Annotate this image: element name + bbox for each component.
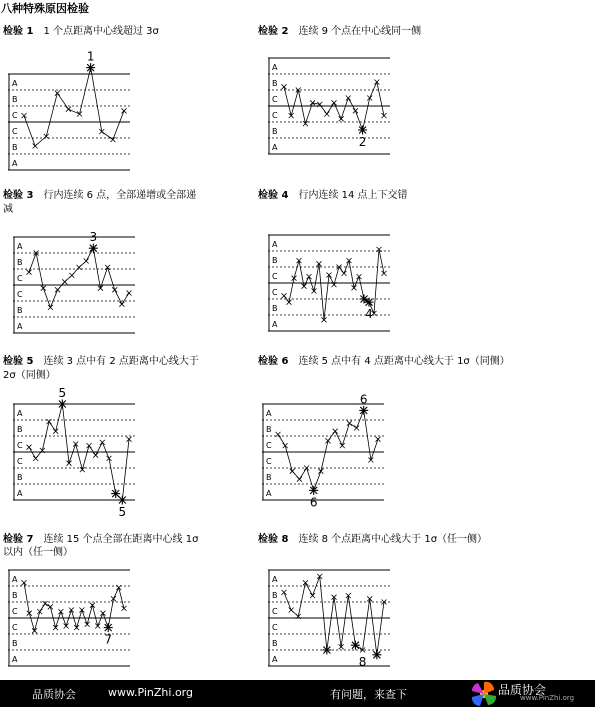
data-point — [53, 429, 58, 434]
data-series-line — [29, 248, 129, 307]
zone-label: C — [266, 457, 272, 466]
rule-mark-label: 1 — [86, 49, 95, 64]
data-point — [64, 624, 69, 629]
flagged-point — [309, 486, 318, 495]
data-point — [32, 628, 37, 633]
data-point — [55, 91, 60, 96]
data-point — [346, 96, 351, 101]
data-point — [282, 293, 287, 298]
control-chart-2 — [268, 58, 390, 154]
zone-label: C — [272, 95, 278, 104]
data-point — [77, 112, 82, 117]
zone-label: A — [17, 489, 23, 498]
data-point — [69, 608, 74, 613]
data-point — [27, 445, 32, 450]
zone-label: B — [17, 306, 23, 315]
rule-7-desc-cont: 以内（任一侧） — [3, 547, 73, 558]
zone-label: C — [12, 127, 18, 136]
zone-label: B — [12, 95, 18, 104]
data-point — [22, 113, 27, 118]
zone-label: A — [12, 159, 18, 168]
data-point — [48, 604, 53, 609]
flagged-point — [86, 63, 95, 72]
data-point — [333, 429, 338, 434]
data-point — [105, 265, 110, 270]
data-point — [84, 259, 89, 264]
zone-label: B — [272, 591, 278, 600]
rule-mark-label: 4 — [365, 307, 373, 322]
zone-label: C — [17, 441, 23, 450]
rule-5-title-row — [3, 352, 199, 367]
flagged-point — [104, 623, 113, 632]
footer-logo-url: www.PinZhi.org — [520, 694, 575, 702]
flagged-point — [372, 650, 381, 659]
zone-label: A — [12, 575, 18, 584]
data-point — [77, 265, 82, 270]
data-point — [353, 108, 358, 113]
zone-label: C — [272, 623, 278, 632]
rule-7-title: 检验 7 — [3, 534, 34, 545]
flagged-point — [351, 641, 360, 650]
zone-label: B — [266, 425, 272, 434]
zone-label: A — [17, 409, 23, 418]
rule-5-desc-cont: 2σ（同侧） — [3, 370, 56, 381]
flagged-point — [322, 646, 331, 655]
data-point — [79, 608, 84, 613]
zone-label: B — [17, 258, 23, 267]
rule-8-title-row — [258, 530, 487, 545]
rule-7-desc: 连续 15 个点全部在距离中心线 1σ — [43, 534, 199, 545]
data-point — [93, 453, 98, 458]
rule-mark-label: 5 — [118, 505, 127, 519]
rule-6-desc: 连续 5 点中有 4 点距离中心线大于 1σ（同侧） — [298, 356, 510, 367]
data-point — [289, 608, 294, 613]
rule-1-desc: 1 个点距离中心线超过 3σ — [43, 26, 159, 37]
zone-label: A — [272, 575, 278, 584]
zone-label: B — [17, 425, 23, 434]
flagged-point — [359, 406, 368, 415]
zone-label: A — [272, 143, 278, 152]
data-point — [85, 622, 90, 627]
data-point — [326, 438, 331, 443]
zone-label: C — [272, 111, 278, 120]
zone-label: B — [12, 143, 18, 152]
rule-2-title: 检验 2 — [258, 26, 289, 37]
data-point — [112, 287, 117, 292]
rule-4-title: 检验 4 — [258, 190, 289, 201]
flagged-point — [358, 126, 367, 135]
zone-label: C — [17, 274, 23, 283]
rule-mark-label: 5 — [58, 386, 67, 400]
page-title: 八种特殊原因检验 — [1, 2, 89, 15]
data-point — [297, 477, 302, 482]
zone-label: B — [272, 639, 278, 648]
rule-mark-label: 6 — [359, 392, 368, 407]
footer-org-name: 品质协会 — [32, 688, 76, 701]
rule-2-desc: 连续 9 个点在中心线同一侧 — [298, 26, 422, 37]
data-point — [37, 609, 42, 614]
data-point — [332, 100, 337, 105]
flagged-point — [365, 298, 374, 307]
zone-label: B — [12, 639, 18, 648]
control-chart-8 — [268, 570, 390, 669]
rule-mark-label: 6 — [309, 495, 318, 510]
data-point — [44, 134, 49, 139]
data-series-line — [24, 583, 124, 631]
data-point — [33, 456, 38, 461]
data-point — [283, 443, 288, 448]
zone-label: A — [266, 489, 272, 498]
data-point — [310, 593, 315, 598]
data-point — [324, 112, 329, 117]
rule-mark-label: 2 — [358, 135, 367, 149]
zone-label: C — [12, 111, 18, 120]
control-chart-3 — [13, 230, 135, 333]
zone-label: C — [272, 272, 278, 281]
data-point — [354, 426, 359, 431]
rule-6-title-row — [258, 352, 510, 367]
zone-label: B — [272, 304, 278, 313]
flagged-point — [89, 244, 98, 253]
data-point — [282, 590, 287, 595]
rule-4-desc: 行内连续 14 点上下交错 — [298, 190, 408, 201]
control-chart-5 — [13, 386, 135, 519]
footer-logo-text: 品质协会 — [498, 683, 547, 697]
zone-label: B — [272, 256, 278, 265]
rule-6-title: 检验 6 — [258, 356, 289, 367]
rule-mark-label: 8 — [358, 655, 367, 669]
data-point — [340, 443, 345, 448]
rule-mark-label: 3 — [89, 230, 98, 245]
control-chart-7 — [8, 570, 130, 666]
zone-label: A — [12, 79, 18, 88]
data-point — [48, 305, 53, 310]
rule-3-title: 检验 3 — [3, 190, 34, 201]
rule-2-title-row — [258, 22, 421, 37]
rule-mark-label: 7 — [104, 632, 113, 647]
rule-3-title-row — [3, 186, 196, 201]
data-point — [122, 108, 127, 113]
zone-label: C — [17, 290, 23, 299]
data-point — [27, 270, 32, 275]
zone-label: B — [272, 127, 278, 136]
zone-label: C — [266, 441, 272, 450]
data-point — [100, 611, 105, 616]
data-point — [318, 469, 323, 474]
data-point — [289, 113, 294, 118]
rule-4-title-row — [258, 186, 408, 201]
footer-bar — [0, 680, 595, 707]
data-series-line — [24, 68, 124, 146]
rule-1-title-row — [3, 22, 159, 37]
zone-label: C — [17, 457, 23, 466]
data-point — [127, 291, 132, 296]
zone-label: A — [272, 320, 278, 329]
zone-label: A — [17, 322, 23, 331]
data-point — [122, 606, 127, 611]
data-point — [62, 279, 67, 284]
data-point — [282, 84, 287, 89]
rule-3-desc-cont: 减 — [3, 204, 13, 215]
rule-5-title: 检验 5 — [3, 356, 34, 367]
zone-label: B — [12, 591, 18, 600]
data-point — [95, 624, 100, 629]
rule-1-title: 检验 1 — [3, 26, 34, 37]
data-point — [90, 603, 95, 608]
rule-3-desc: 行内连续 6 点，全部递增或全部递 — [43, 190, 197, 201]
data-point — [53, 625, 58, 630]
data-point — [304, 466, 309, 471]
data-point — [100, 440, 105, 445]
data-series-line — [278, 410, 378, 490]
data-point — [66, 107, 71, 112]
zone-label: A — [272, 63, 278, 72]
rule-8-desc: 连续 8 个点距离中心线大于 1σ（任一侧） — [298, 534, 488, 545]
data-point — [73, 442, 78, 447]
data-point — [290, 469, 295, 474]
zone-label: A — [266, 409, 272, 418]
zone-label: B — [17, 473, 23, 482]
data-point — [347, 421, 352, 426]
zone-label: C — [272, 607, 278, 616]
data-point — [116, 585, 121, 590]
data-point — [58, 609, 63, 614]
zone-label: C — [272, 288, 278, 297]
data-point — [119, 302, 124, 307]
zone-label: A — [272, 655, 278, 664]
zone-label: C — [12, 623, 18, 632]
data-point — [339, 116, 344, 121]
zone-label: B — [266, 473, 272, 482]
data-point — [69, 273, 74, 278]
data-point — [55, 287, 60, 292]
data-point — [74, 625, 79, 630]
zone-label: A — [12, 655, 18, 664]
data-point — [87, 443, 92, 448]
data-point — [376, 437, 381, 442]
rule-8-title: 检验 8 — [258, 534, 289, 545]
zone-label: A — [17, 242, 23, 251]
zone-label: A — [272, 240, 278, 249]
rule-5-desc: 连续 3 点中有 2 点距离中心线大于 — [43, 356, 199, 367]
zone-label: B — [272, 79, 278, 88]
control-chart-6 — [262, 392, 384, 510]
footer-help-text: 有问题，来查下 — [330, 688, 407, 701]
data-point — [307, 274, 312, 279]
flagged-point — [58, 400, 67, 409]
control-chart-4 — [268, 235, 390, 331]
data-point — [342, 271, 347, 276]
footer-site-link[interactable]: www.PinZhi.org — [108, 686, 193, 699]
flagged-point — [118, 496, 127, 505]
control-chart-1 — [8, 49, 130, 170]
data-point — [33, 144, 38, 149]
pinwheel-logo-icon — [470, 681, 498, 706]
zone-label: C — [12, 607, 18, 616]
